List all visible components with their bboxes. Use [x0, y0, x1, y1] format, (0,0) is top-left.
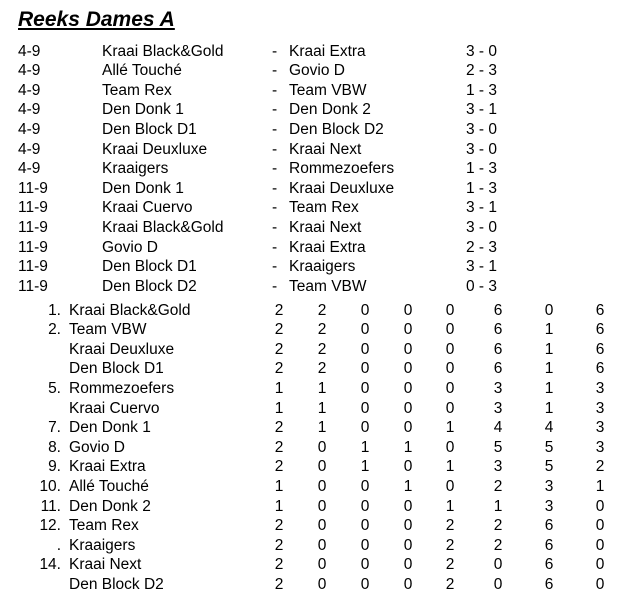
stat-col-3: 0 — [360, 497, 370, 515]
stat-col-1: 2 — [274, 438, 284, 456]
stat-col-7: 5 — [544, 438, 554, 456]
stat-col-1: 2 — [274, 419, 284, 437]
team-name: Kraai Next — [69, 556, 142, 574]
match-row — [0, 120, 628, 140]
stat-col-5: 0 — [445, 399, 455, 417]
stat-col-1: 2 — [274, 575, 284, 593]
stat-col-8: 1 — [595, 477, 605, 495]
match-date: 4-9 — [18, 120, 41, 138]
stat-col-8: 3 — [595, 419, 605, 437]
stat-col-1: 2 — [274, 536, 284, 554]
rank-number: 5. — [48, 379, 61, 397]
stat-col-2: 0 — [317, 575, 327, 593]
away-team: Kraai Extra — [289, 42, 366, 60]
away-team: Kraaigers — [289, 258, 356, 276]
team-name: Rommezoefers — [69, 379, 175, 397]
match-score: 3 - 0 — [466, 140, 498, 158]
separator-dash: - — [272, 62, 278, 80]
home-team: Den Block D1 — [102, 258, 197, 276]
home-team: Kraai Black&Gold — [102, 218, 224, 236]
team-name: Team Rex — [69, 517, 139, 535]
stat-col-5: 0 — [445, 438, 455, 456]
rank-number: 2. — [48, 321, 61, 339]
stat-col-8: 0 — [595, 556, 605, 574]
match-row — [0, 198, 628, 218]
home-team: Den Block D2 — [102, 277, 197, 295]
stat-col-6: 3 — [493, 379, 503, 397]
stat-col-3: 0 — [360, 301, 370, 319]
stat-col-1: 2 — [274, 301, 284, 319]
match-date: 11-9 — [18, 199, 48, 217]
stat-col-2: 2 — [317, 340, 327, 358]
stat-col-6: 3 — [493, 458, 503, 476]
stat-col-1: 2 — [274, 321, 284, 339]
away-team: Kraai Next — [289, 140, 362, 158]
stat-col-3: 0 — [360, 477, 370, 495]
stat-col-4: 0 — [403, 575, 413, 593]
stat-col-1: 1 — [274, 399, 284, 417]
match-score: 2 - 3 — [466, 238, 498, 256]
stat-col-4: 1 — [403, 438, 413, 456]
match-date: 4-9 — [18, 101, 41, 119]
stat-col-2: 0 — [317, 556, 327, 574]
stat-col-4: 0 — [403, 360, 413, 378]
stat-col-3: 1 — [360, 438, 370, 456]
separator-dash: - — [272, 120, 278, 138]
separator-dash: - — [272, 101, 278, 119]
away-team: Team Rex — [289, 199, 359, 217]
standings-row — [0, 516, 628, 536]
stat-col-6: 3 — [493, 399, 503, 417]
stat-col-8: 0 — [595, 517, 605, 535]
stat-col-1: 1 — [274, 477, 284, 495]
separator-dash: - — [272, 81, 278, 99]
stat-col-7: 4 — [544, 419, 554, 437]
match-row — [0, 179, 628, 199]
team-name: Den Donk 1 — [69, 419, 151, 437]
team-name: Kraai Black&Gold — [69, 301, 191, 319]
stat-col-4: 0 — [403, 340, 413, 358]
stat-col-4: 0 — [403, 301, 413, 319]
match-row — [0, 42, 628, 62]
rank-number: 7. — [48, 419, 61, 437]
stat-col-8: 3 — [595, 379, 605, 397]
rank-number: 10. — [39, 477, 61, 495]
stat-col-5: 2 — [445, 536, 455, 554]
rank-number: 9. — [48, 458, 61, 476]
stat-col-6: 0 — [493, 575, 503, 593]
stat-col-7: 1 — [544, 321, 554, 339]
stat-col-4: 0 — [403, 536, 413, 554]
match-date: 4-9 — [18, 81, 41, 99]
stat-col-3: 0 — [360, 419, 370, 437]
match-row — [0, 238, 628, 258]
standings-row — [0, 399, 628, 419]
stat-col-3: 0 — [360, 399, 370, 417]
match-score: 2 - 3 — [466, 62, 498, 80]
stat-col-3: 0 — [360, 517, 370, 535]
stat-col-8: 0 — [595, 497, 605, 515]
stat-col-2: 1 — [317, 399, 327, 417]
match-score: 0 - 3 — [466, 277, 498, 295]
home-team: Den Donk 1 — [102, 101, 184, 119]
team-name: Den Donk 2 — [69, 497, 151, 515]
stat-col-2: 0 — [317, 536, 327, 554]
stat-col-5: 0 — [445, 360, 455, 378]
stat-col-1: 2 — [274, 458, 284, 476]
stat-col-7: 6 — [544, 575, 554, 593]
match-date: 11-9 — [18, 277, 48, 295]
stat-col-4: 0 — [403, 497, 413, 515]
match-date: 11-9 — [18, 179, 48, 197]
stat-col-4: 0 — [403, 556, 413, 574]
stat-col-7: 1 — [544, 399, 554, 417]
stat-col-3: 1 — [360, 458, 370, 476]
stat-col-6: 2 — [493, 517, 503, 535]
match-score: 1 - 3 — [466, 160, 498, 178]
standings-row — [0, 359, 628, 379]
team-name: Den Block D2 — [69, 575, 164, 593]
stat-col-6: 2 — [493, 477, 503, 495]
separator-dash: - — [272, 160, 278, 178]
stat-col-8: 6 — [595, 340, 605, 358]
home-team: Den Block D1 — [102, 120, 197, 138]
stat-col-3: 0 — [360, 321, 370, 339]
stat-col-8: 3 — [595, 438, 605, 456]
stat-col-6: 2 — [493, 536, 503, 554]
away-team: Govio D — [289, 62, 345, 80]
stat-col-8: 6 — [595, 360, 605, 378]
standings-row — [0, 418, 628, 438]
stat-col-1: 2 — [274, 340, 284, 358]
home-team: Kraaigers — [102, 160, 169, 178]
stat-col-7: 3 — [544, 477, 554, 495]
away-team: Kraai Next — [289, 218, 362, 236]
stat-col-4: 0 — [403, 321, 413, 339]
match-score: 3 - 0 — [466, 218, 498, 236]
stat-col-1: 2 — [274, 517, 284, 535]
stat-col-7: 0 — [544, 301, 554, 319]
standings-row — [0, 457, 628, 477]
rank-number: 12. — [39, 517, 61, 535]
stat-col-3: 0 — [360, 575, 370, 593]
home-team: Den Donk 1 — [102, 179, 184, 197]
team-name: Den Block D1 — [69, 360, 164, 378]
rank-number: 11. — [40, 497, 61, 515]
stat-col-7: 6 — [544, 556, 554, 574]
match-date: 4-9 — [18, 140, 41, 158]
away-team: Den Block D2 — [289, 120, 384, 138]
team-name: Allé Touché — [69, 477, 149, 495]
team-name: Kraai Extra — [69, 458, 146, 476]
stat-col-2: 1 — [317, 379, 327, 397]
away-team: Kraai Extra — [289, 238, 366, 256]
stat-col-5: 0 — [445, 379, 455, 397]
stat-col-7: 3 — [544, 497, 554, 515]
team-name: Govio D — [69, 438, 125, 456]
team-name: Kraai Cuervo — [69, 399, 160, 417]
stat-col-1: 1 — [274, 497, 284, 515]
match-row — [0, 277, 628, 297]
stat-col-3: 0 — [360, 556, 370, 574]
separator-dash: - — [272, 42, 278, 60]
rank-number: . — [56, 536, 61, 554]
match-score: 1 - 3 — [466, 81, 498, 99]
away-team: Team VBW — [289, 277, 367, 295]
home-team: Kraai Deuxluxe — [102, 140, 208, 158]
match-row — [0, 100, 628, 120]
home-team: Kraai Black&Gold — [102, 42, 224, 60]
standings-row — [0, 379, 628, 399]
page-title: Reeks Dames A — [18, 8, 175, 31]
stat-col-4: 0 — [403, 419, 413, 437]
stat-col-2: 0 — [317, 497, 327, 515]
stat-col-8: 6 — [595, 301, 605, 319]
stat-col-2: 0 — [317, 517, 327, 535]
team-name: Kraai Deuxluxe — [69, 340, 175, 358]
match-score: 1 - 3 — [466, 179, 498, 197]
stat-col-6: 5 — [493, 438, 503, 456]
standings-row — [0, 555, 628, 575]
stat-col-7: 5 — [544, 458, 554, 476]
standings-row — [0, 438, 628, 458]
stat-col-1: 2 — [274, 556, 284, 574]
stat-col-5: 0 — [445, 477, 455, 495]
stat-col-5: 0 — [445, 321, 455, 339]
stat-col-5: 2 — [445, 575, 455, 593]
match-score: 3 - 1 — [466, 101, 498, 119]
stat-col-5: 0 — [445, 340, 455, 358]
stat-col-4: 0 — [403, 379, 413, 397]
standings-row — [0, 575, 628, 595]
stat-col-2: 2 — [317, 301, 327, 319]
stat-col-5: 0 — [445, 301, 455, 319]
stat-col-7: 6 — [544, 517, 554, 535]
standings-row — [0, 301, 628, 321]
match-score: 3 - 0 — [466, 120, 498, 138]
match-row — [0, 61, 628, 81]
match-date: 11-9 — [18, 258, 48, 276]
rank-number: 1. — [48, 301, 61, 319]
match-date: 4-9 — [18, 42, 41, 60]
stat-col-6: 1 — [493, 497, 503, 515]
match-date: 11-9 — [18, 218, 48, 236]
team-name: Kraaigers — [69, 536, 136, 554]
stat-col-7: 1 — [544, 379, 554, 397]
stat-col-3: 0 — [360, 360, 370, 378]
match-row — [0, 257, 628, 277]
away-team: Team VBW — [289, 81, 367, 99]
rank-number: 8. — [48, 438, 61, 456]
match-score: 3 - 0 — [466, 42, 498, 60]
stat-col-2: 0 — [317, 458, 327, 476]
match-row — [0, 218, 628, 238]
home-team: Kraai Cuervo — [102, 199, 193, 217]
stat-col-5: 2 — [445, 556, 455, 574]
separator-dash: - — [272, 179, 278, 197]
stat-col-6: 6 — [493, 321, 503, 339]
rank-number: 14. — [39, 556, 61, 574]
standings-row — [0, 477, 628, 497]
stat-col-6: 4 — [493, 419, 503, 437]
stat-col-7: 1 — [544, 360, 554, 378]
match-row — [0, 159, 628, 179]
standings-row — [0, 497, 628, 517]
away-team: Kraai Deuxluxe — [289, 179, 395, 197]
match-row — [0, 140, 628, 160]
separator-dash: - — [272, 258, 278, 276]
stat-col-2: 1 — [317, 419, 327, 437]
separator-dash: - — [272, 218, 278, 236]
stat-col-1: 2 — [274, 360, 284, 378]
stat-col-8: 3 — [595, 399, 605, 417]
home-team: Govio D — [102, 238, 158, 256]
away-team: Rommezoefers — [289, 160, 395, 178]
stat-col-4: 1 — [403, 477, 413, 495]
stat-col-2: 0 — [317, 438, 327, 456]
standings-row — [0, 340, 628, 360]
team-name: Team VBW — [69, 321, 147, 339]
away-team: Den Donk 2 — [289, 101, 371, 119]
match-score: 3 - 1 — [466, 199, 498, 217]
stat-col-5: 2 — [445, 517, 455, 535]
stat-col-5: 1 — [445, 419, 455, 437]
home-team: Team Rex — [102, 81, 172, 99]
stat-col-3: 0 — [360, 379, 370, 397]
home-team: Allé Touché — [102, 62, 182, 80]
match-date: 4-9 — [18, 160, 41, 178]
stat-col-7: 6 — [544, 536, 554, 554]
stat-col-6: 6 — [493, 360, 503, 378]
stat-col-2: 0 — [317, 477, 327, 495]
standings-row — [0, 536, 628, 556]
stat-col-4: 0 — [403, 458, 413, 476]
stat-col-4: 0 — [403, 399, 413, 417]
separator-dash: - — [272, 140, 278, 158]
match-date: 4-9 — [18, 62, 41, 80]
separator-dash: - — [272, 199, 278, 217]
match-row — [0, 81, 628, 101]
stat-col-3: 0 — [360, 340, 370, 358]
stat-col-5: 1 — [445, 458, 455, 476]
stat-col-3: 0 — [360, 536, 370, 554]
match-score: 3 - 1 — [466, 258, 498, 276]
stat-col-7: 1 — [544, 340, 554, 358]
stat-col-6: 6 — [493, 301, 503, 319]
stat-col-8: 6 — [595, 321, 605, 339]
standings-row — [0, 320, 628, 340]
stat-col-8: 2 — [595, 458, 605, 476]
stat-col-6: 0 — [493, 556, 503, 574]
stat-col-4: 0 — [403, 517, 413, 535]
separator-dash: - — [272, 277, 278, 295]
separator-dash: - — [272, 238, 278, 256]
stat-col-8: 0 — [595, 575, 605, 593]
stat-col-2: 2 — [317, 360, 327, 378]
stat-col-1: 1 — [274, 379, 284, 397]
stat-col-5: 1 — [445, 497, 455, 515]
stat-col-2: 2 — [317, 321, 327, 339]
stat-col-8: 0 — [595, 536, 605, 554]
stat-col-6: 6 — [493, 340, 503, 358]
match-date: 11-9 — [18, 238, 48, 256]
